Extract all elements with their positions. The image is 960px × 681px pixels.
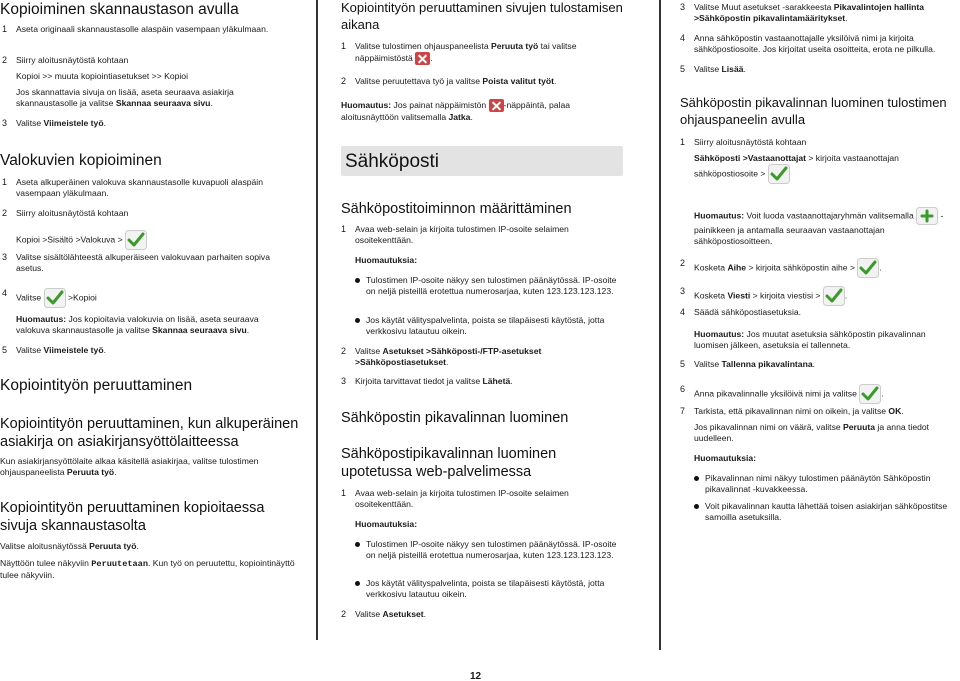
step-5: 5 Valitse Viimeistele työ. — [2, 345, 106, 355]
section-heading: Sähköpostin pikavalinnan luominen — [341, 410, 569, 426]
step-1 — [2, 24, 292, 36]
step-4: 4 Valitse >Kopioi — [2, 288, 292, 308]
checkmark-icon — [44, 288, 66, 308]
list-item: Jos käytät välityspalvelinta, poista se tilapäisesti käytöstä, jotta verkkosivu latautuu oikein. — [341, 578, 623, 600]
note: Huomautus: Jos painat näppäimistön -näppäintä, palaa aloitusnäyttöön valitsemalla Jatka. — [341, 99, 571, 122]
paragraph: Valitse aloitusnäytössä Peruuta työ. — [0, 541, 139, 551]
menu-path: Kopioi >Sisältö >Valokuva > — [16, 230, 296, 250]
stop-icon — [415, 52, 430, 65]
step-7: 7 Tarkista, että pikavalinnan nimi on oikein, ja valitse OK. — [680, 406, 904, 416]
column-divider-left — [316, 0, 318, 640]
step-1: 1 Avaa web-selain ja kirjoita tulostimen IP-osoite selaimen osoitekenttään. — [341, 224, 569, 246]
step-5: 5 Valitse Tallenna pikavalintana. — [680, 359, 815, 369]
column-divider-right — [659, 0, 661, 650]
step-1: 1 Valitse tulostimen ohjauspaneelista Peruuta työ tai valitse näppäimistöstä . — [341, 41, 623, 65]
step-3: 3 Valitse Viimeistele työ. — [2, 118, 106, 128]
section-heading: Kopiointityön peruuttaminen — [0, 377, 193, 394]
section-heading: Valokuvien kopioiminen — [0, 152, 162, 169]
step-6: 6 Anna pikavalinnalle yksilöivä nimi ja valitse . — [680, 384, 952, 404]
step-4: 4 Säädä sähköpostiasetuksia. — [680, 307, 802, 317]
step-2: 2 Valitse Asetukset >Sähköposti-/FTP-asetukset >Sähköpostiasetukset. — [341, 346, 542, 368]
note: Huomautus: Jos muutat asetuksia sähköpostin pikavalinnan luomisen jälkeen, asetuksia ei tallenneta. — [694, 329, 926, 351]
checkmark-icon — [768, 164, 790, 184]
step-5: 5 Valitse Lisää. — [680, 64, 746, 74]
step-3: 3 Valitse Muut asetukset -sarakkeesta Pikavalintojen hallinta >Sähköpostin pikavalintamääritykset. — [680, 2, 925, 24]
step-2 — [2, 55, 292, 67]
paragraph: Kun asiakirjansyöttölaite alkaa käsitellä asiakirjaa, valitse tulostimen ohjauspaneelista Peruuta työ. — [0, 456, 259, 478]
stop-icon — [489, 99, 504, 112]
section-heading: Sähköpostitoiminnon määrittäminen — [341, 201, 572, 217]
paragraph: Jos pikavalinnan nimi on väärä, valitse Peruuta ja anna tiedot uudelleen. — [694, 422, 930, 444]
step-3: 3 Kirjoita tarvittavat tiedot ja valitse Lähetä. — [341, 376, 513, 386]
notes-label: Huomautuksia: — [355, 255, 418, 265]
chapter-banner: Sähköposti — [341, 146, 623, 176]
note: Huomautus: Voit luoda vastaanottajaryhmän valitsemalla -painikkeen ja antamalla seuraavan vastaanottajan sähköpostiosoitteen. — [694, 207, 956, 247]
step-2: 2 Kosketa Aihe > kirjoita sähköpostin aihe > . — [680, 258, 952, 278]
step-text: Siirry aloitusnäytöstä kohtaan — [16, 55, 129, 65]
section-title: Kopioiminen skannaustason avulla — [0, 1, 239, 18]
step-3: 3 Kosketa Viesti > kirjoita viestisi > . — [680, 286, 952, 306]
list-item: Pikavalinnan nimi näkyy tulostimen päänäytön Sähköpostin pikavalinnat -kuvakkeessa. — [680, 473, 952, 495]
step-3: 3 Valitse sisältölähteestä alkuperäiseen valokuvaan parhaiten sopiva asetus. — [2, 252, 270, 274]
list-item: Jos käytät välityspalvelinta, poista se tilapäisesti käytöstä, jotta verkkosivu latautuu oikein. — [341, 315, 623, 337]
list-item: Tulostimen IP-osoite näkyy sen tulostimen päänäytössä. IP-osoite on neljä pisteillä erotettua numerosarjaa, kuten 123.123.123.123. — [341, 275, 623, 297]
checkmark-icon — [125, 230, 147, 250]
notes-label: Huomautuksia: — [355, 519, 418, 529]
step-text: Aseta originaali skannaustasolle alaspäin vasempaan yläkulmaan. — [16, 24, 269, 34]
list-item: Tulostimen IP-osoite näkyy sen tulostimen päänäytössä. IP-osoite on neljä pisteillä erotettua numerosarjaa, kuten 123.123.123.123. — [341, 539, 623, 561]
subsection-heading: Kopiointityön peruuttaminen, kun alkuperäinen asiakirja on asiakirjansyöttölaitteessa — [0, 416, 299, 451]
step-1: 1 Siirry aloitusnäytöstä kohtaan — [680, 137, 807, 147]
notes-label: Huomautuksia: — [694, 453, 757, 463]
step-extra: Jos skannattavia sivuja on lisää, aseta seuraava asiakirja skannaustasolle ja valitse Skannaa seuraava sivu. — [16, 87, 234, 109]
page-number: 12 — [470, 671, 482, 681]
step-number: 1 — [2, 24, 8, 34]
checkmark-icon — [857, 258, 879, 278]
step-number: 2 — [2, 55, 8, 65]
section-title: Kopiointityön peruuttaminen sivujen tulostamisen aikana — [341, 0, 623, 32]
checkmark-icon — [859, 384, 881, 404]
step-1: 1 Avaa web-selain ja kirjoita tulostimen IP-osoite selaimen osoitekenttään. — [341, 488, 569, 510]
add-recipient-icon — [916, 207, 938, 225]
note: Huomautus: Jos kopioitavia valokuvia on lisää, aseta seuraava valokuva skannaustasolle ja valitse Skannaa seuraava sivu. — [16, 314, 259, 336]
paragraph: Näyttöön tulee näkyviin Peruutetaan. Kun työ on peruutettu, kopiointinäyttö tulee näkyviin. — [0, 558, 295, 581]
subsection-heading: Sähköpostipikavalinnan luominen upotetussa web-palvelimessa — [341, 446, 557, 481]
step-4: 4 Anna sähköpostin vastaanottajalle yksilöivä nimi ja kirjoita sähköpostiosoite. Jos kirjoitat useita osoitteita, erota ne pilkulla. — [680, 33, 936, 55]
menu-path: Sähköposti >Vastaanottajat > kirjoita vastaanottajan sähköpostiosoite > — [694, 153, 952, 184]
step-1: 1 Aseta alkuperäinen valokuva skannaustasolle kuvapuoli alaspäin vasempaan yläkulmaan. — [2, 177, 263, 199]
checkmark-icon — [823, 286, 845, 306]
list-item: Voit pikavalinnan kautta lähettää toisen asiakirjan sähköpostitse samoilla asetuksilla. — [680, 501, 952, 523]
step-2: 2 Valitse Asetukset. — [341, 609, 427, 619]
section-heading: Sähköpostin pikavalinnan luominen tulostimen ohjauspaneelin avulla — [680, 95, 947, 127]
step-2: 2 Siirry aloitusnäytöstä kohtaan — [2, 208, 129, 218]
step-2: 2 Valitse peruutettava työ ja valitse Poista valitut työt. — [341, 76, 557, 86]
menu-path: Kopioi >> muuta kopiointiasetukset >> Kopioi — [16, 71, 188, 81]
subsection-heading: Kopiointityön peruuttaminen kopioitaessa sivuja skannaustasolta — [0, 500, 265, 535]
